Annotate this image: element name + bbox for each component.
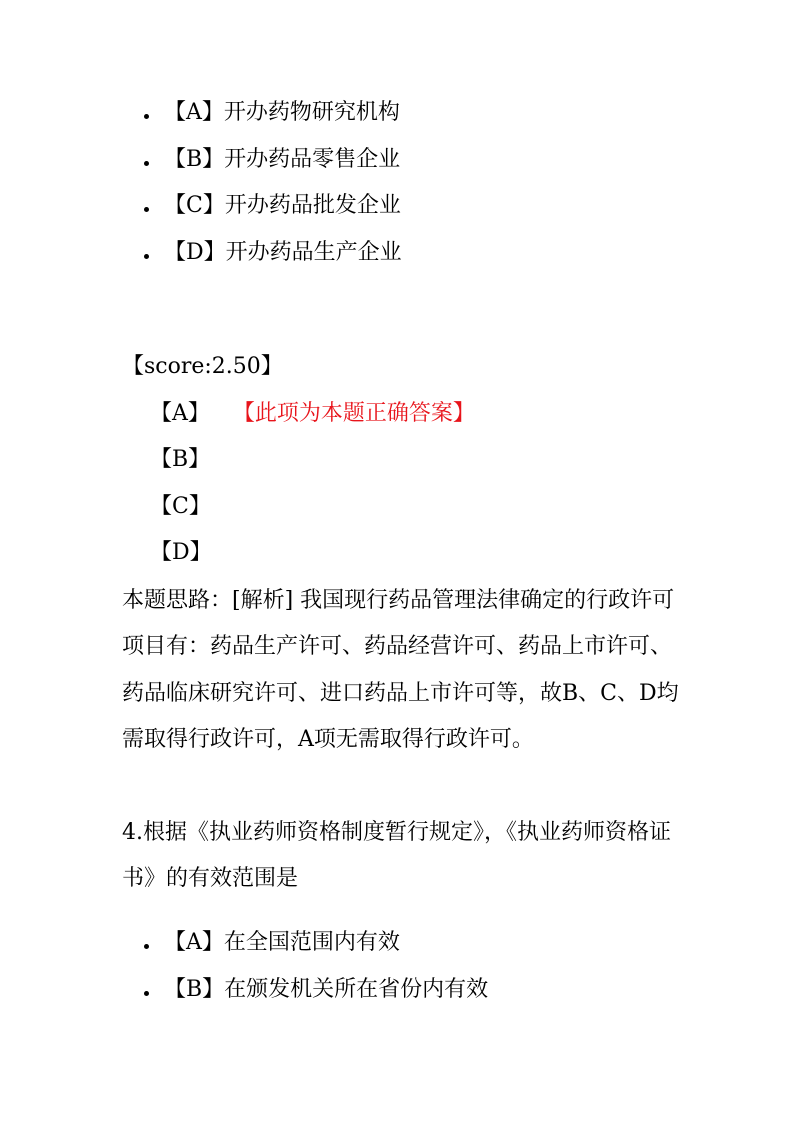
answer-label-d: 【D】 — [150, 539, 212, 565]
q3-answer-key — [150, 399, 475, 584]
bullet-icon — [144, 114, 149, 119]
q3-score: 【score:2.50】 — [122, 354, 283, 379]
correct-answer-note: 【此项为本题正确答案】 — [243, 401, 475, 426]
bullet-icon — [144, 944, 149, 949]
answer-row-b — [150, 445, 475, 491]
bullet-icon — [144, 161, 149, 166]
answer-label-a: 【A】 — [150, 401, 210, 426]
document-page: 【A】开办药物研究机构 【B】开办药品零售企业 【C】开办药品批发企业 【D】开办药品生产企业 【score:2.50】 【A】 【此项为本题正确答案】 【B】 【C】 【D】 本题思路：[解析] 我国现行药品管理法律确定的行政许可项目有：药品生产许可、药品经营许可、药品上市许可、药品临床研究许可、进口药品上市许可等，故B、C、D均需取得行政许可，A项无需取得行政许可。 4.根据《执业药师资格制度暂行规定》，《执业药师资格证书》的有效范围是 【A】在全国范围内有效 【B】在颁发机关所在省份内有效 — [0, 0, 794, 1123]
answer-label-b: 【B】 — [150, 447, 211, 473]
answer-row-c — [150, 492, 475, 538]
bullet-icon — [144, 254, 149, 259]
bullet-icon — [144, 207, 149, 212]
bullet-icon — [144, 991, 149, 996]
q3-analysis: 本题思路：[解析] 我国现行药品管理法律确定的行政许可项目有：药品生产许可、药品经营许可、药品上市许可、药品临床研究许可、进口药品上市许可等，故B、C、D均需取得行政许可，A项无需取得行政许可。 — [122, 588, 679, 752]
answer-row-a — [150, 399, 475, 445]
answer-label-c: 【C】 — [150, 493, 211, 519]
q4-question-stem: 4.根据《执业药师资格制度暂行规定》，《执业药师资格证书》的有效范围是 — [122, 820, 671, 892]
